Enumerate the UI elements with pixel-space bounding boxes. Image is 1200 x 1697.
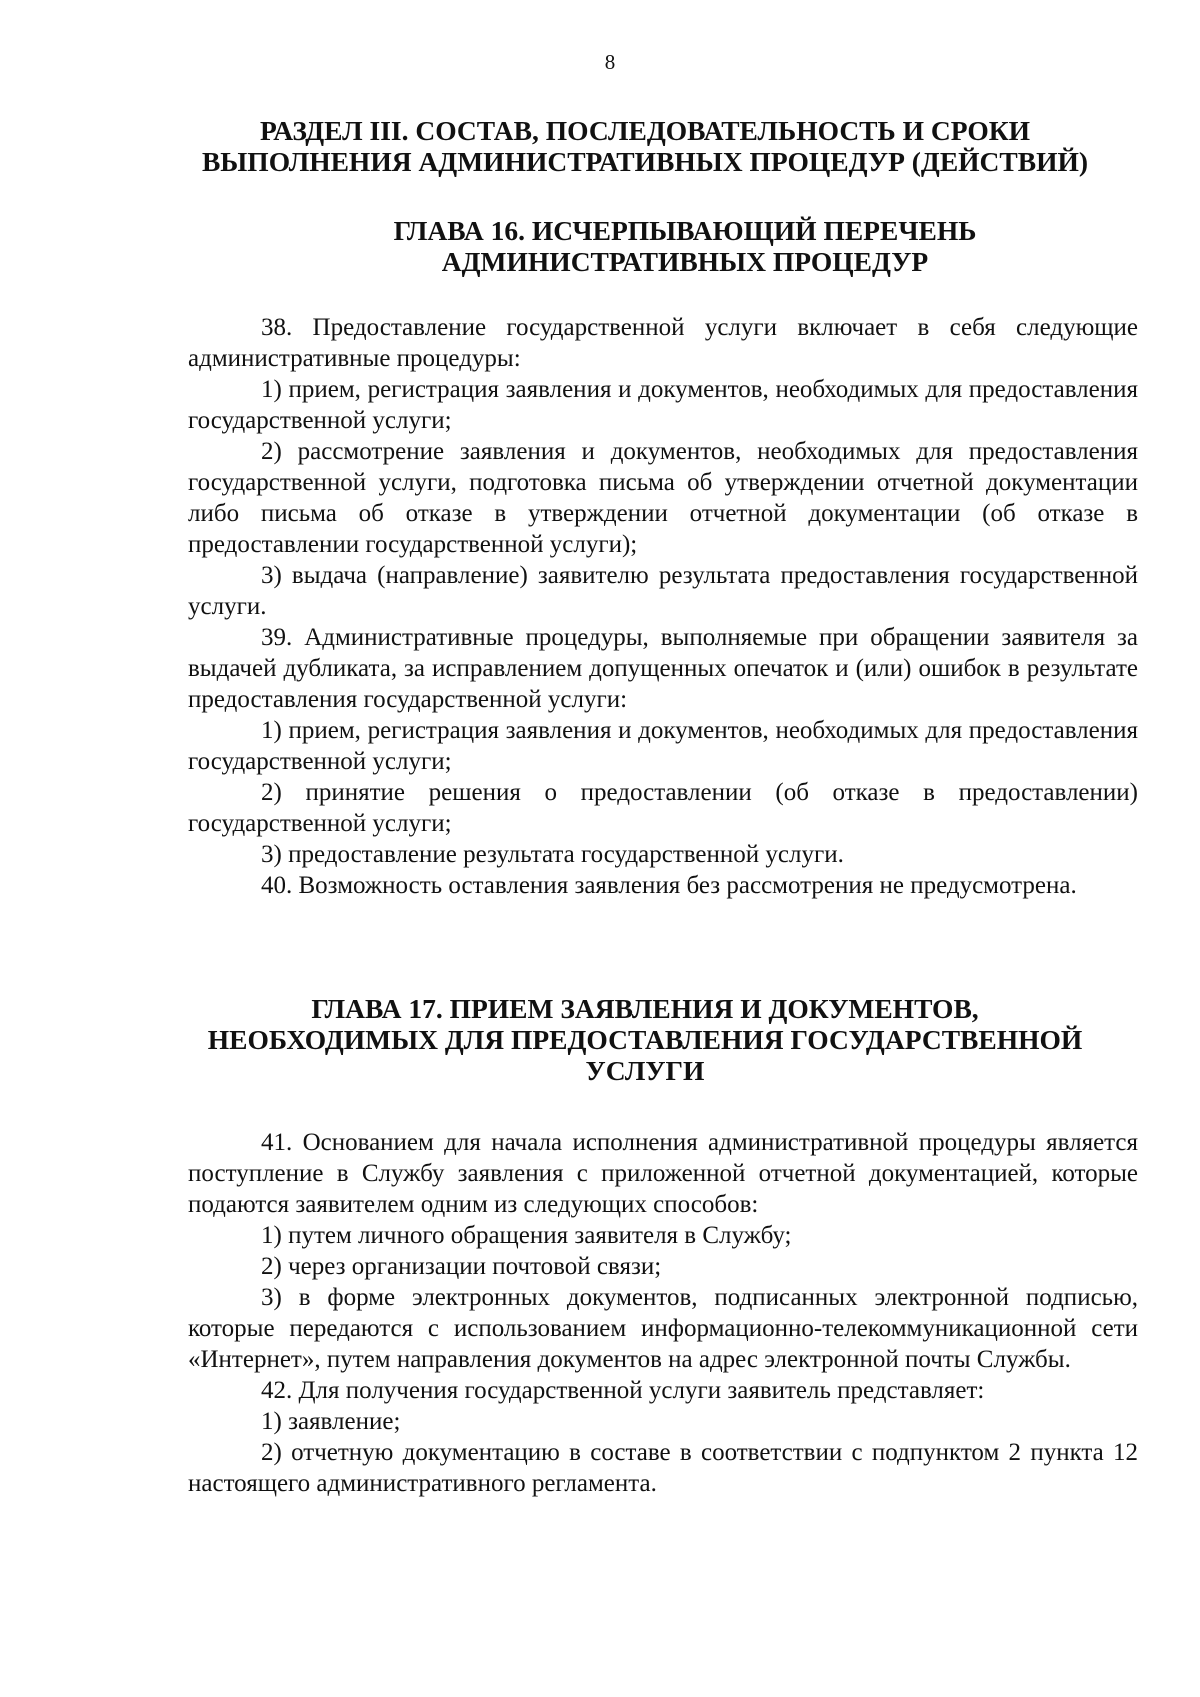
- paragraph: 40. Возможность оставления заявления без рассмотрения не предусмотрена.: [261, 872, 1077, 899]
- chapter-16-heading: [180, 215, 1190, 277]
- chapter-17-heading: [140, 993, 1150, 1086]
- paragraph: 39. Административные процедуры, выполняемые при обращении заявителя за выдачей дубликата, за исправлением допущенных опечаток и (или) ошибок в результате предоставления государственной услуги:: [188, 624, 1138, 713]
- paragraph: 1) прием, регистрация заявления и документов, необходимых для предоставления государственной услуги;: [188, 376, 1138, 434]
- paragraph: 38. Предоставление государственной услуги включает в себя следующие административные процедуры:: [188, 314, 1138, 372]
- chapter-17-body: [188, 1127, 1138, 1499]
- paragraph: 2) через организации почтовой связи;: [261, 1253, 662, 1280]
- paragraph: 2) рассмотрение заявления и документов, необходимых для предоставления государственной услуги, подготовка письма об утверждении отчетной документации либо письма об отказе в утверждении отчетной документации (об отказе в предоставлении государственной услуги);: [188, 438, 1138, 558]
- paragraph: 1) заявление;: [261, 1408, 401, 1435]
- chapter-16-body: [188, 312, 1138, 901]
- page-number: 8: [604, 50, 616, 74]
- paragraph: 3) предоставление результата государственной услуги.: [261, 841, 844, 868]
- chapter-heading-line: ГЛАВА 16. ИСЧЕРПЫВАЮЩИЙ ПЕРЕЧЕНЬ: [393, 215, 977, 246]
- paragraph: 1) путем личного обращения заявителя в Службу;: [261, 1222, 792, 1249]
- paragraph: 3) выдача (направление) заявителю результата предоставления государственной услуги.: [188, 562, 1138, 620]
- section-heading-line: РАЗДЕЛ III. СОСТАВ, ПОСЛЕДОВАТЕЛЬНОСТЬ И СРОКИ: [259, 115, 1031, 146]
- chapter-heading-line: УСЛУГИ: [585, 1055, 705, 1086]
- paragraph: 42. Для получения государственной услуги заявитель представляет:: [261, 1377, 985, 1404]
- chapter-heading-line: ГЛАВА 17. ПРИЕМ ЗАЯВЛЕНИЯ И ДОКУМЕНТОВ,: [311, 993, 979, 1024]
- paragraph: 3) в форме электронных документов, подписанных электронной подписью, которые передаются с использованием информационно-телекоммуникационной сети «Интернет», путем направления документов на адрес электронной почты Службы.: [188, 1284, 1138, 1373]
- paragraph: 41. Основанием для начала исполнения административной процедуры является поступление в Службу заявления с приложенной отчетной документацией, которые подаются заявителем одним из следующих способов:: [188, 1129, 1138, 1218]
- chapter-heading-line: АДМИНИСТРАТИВНЫХ ПРОЦЕДУР: [441, 246, 929, 277]
- paragraph: 1) прием, регистрация заявления и документов, необходимых для предоставления государственной услуги;: [188, 717, 1138, 775]
- section-heading-line: ВЫПОЛНЕНИЯ АДМИНИСТРАТИВНЫХ ПРОЦЕДУР (ДЕЙСТВИЙ): [201, 146, 1089, 177]
- chapter-heading-line: НЕОБХОДИМЫХ ДЛЯ ПРЕДОСТАВЛЕНИЯ ГОСУДАРСТВЕННОЙ: [207, 1024, 1083, 1055]
- paragraph: 2) отчетную документацию в составе в соответствии с подпунктом 2 пункта 12 настоящего административного регламента.: [188, 1439, 1138, 1497]
- section-heading: [140, 115, 1150, 177]
- paragraph: 2) принятие решения о предоставлении (об отказе в предоставлении) государственной услуги;: [188, 779, 1138, 837]
